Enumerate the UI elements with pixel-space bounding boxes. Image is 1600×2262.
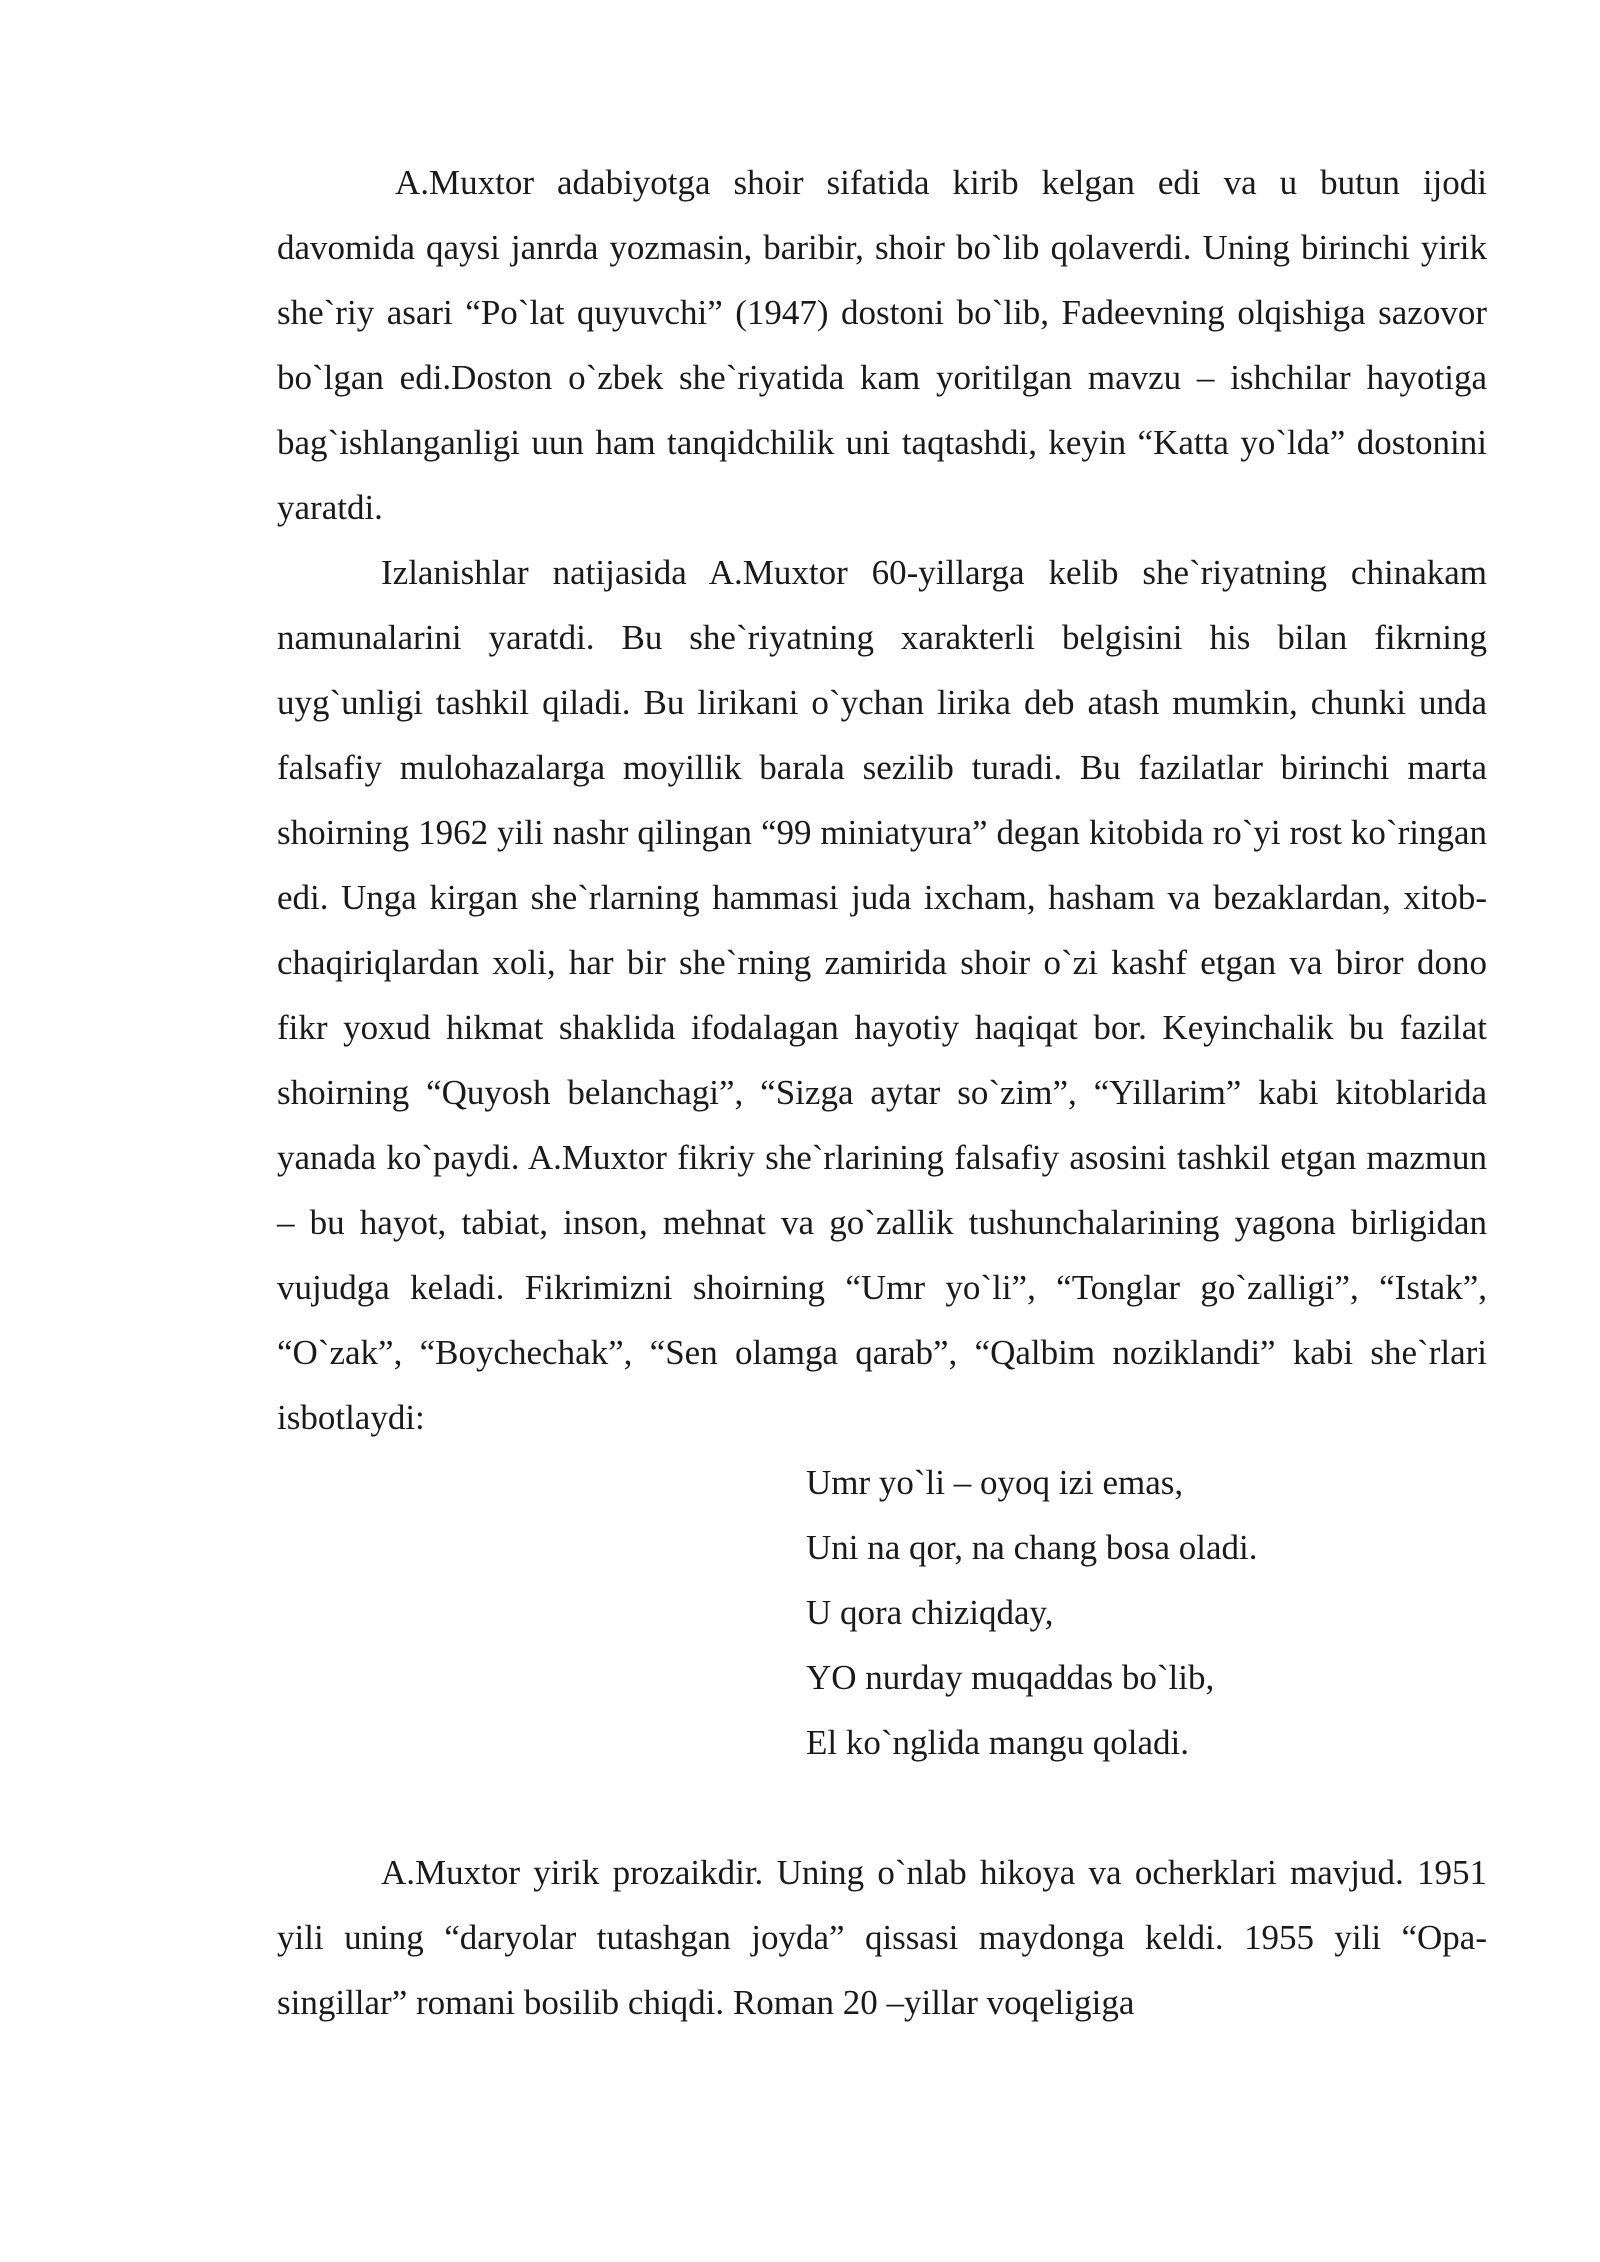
blank-line — [277, 1775, 1487, 1840]
poem-line-5: El ko`nglida mangu qoladi. — [806, 1723, 1189, 1762]
paragraph-2: Izlanishlar natijasida A.Muxtor 60-yillarga kelib she`riyatning chinakam namunalarini yaratdi. Bu she`riyatning xarakterli belgisini his bilan fikrning uyg`unligi tashkil qiladi. Bu lirikani o`ychan lirika deb atash mumkin, chunki unda falsafiy mulohazalarga moyillik barala sezilib turadi. Bu fazilatlar birinchi marta shoirning 1962 yili nashr qilingan “99 miniatyura” degan kitobida ro`yi rost ko`ringan edi. Unga kirgan she`rlarning hammasi juda ixcham, hasham va bezaklardan, xitob-chaqiriqlardan xoli, har bir she`rning zamirida shoir o`zi kashf etgan va biror dono fikr yoxud hikmat shaklida ifodalagan hayotiy haqiqat bor. Keyinchalik bu fazilat shoirning “Quyosh belanchagi”, “Sizga aytar so`zim”, “Yillarim” kabi kitoblarida yanada ko`paydi. A.Muxtor fikriy she`rlarining falsafiy asosini tashkil etgan mazmun – bu hayot, tabiat, inson, mehnat va go`zallik tushunchalarining yagona birligidan vujudga keladi. Fikrimizni shoirning “Umr yo`li”, “Tonglar go`zalligi”, “Istak”, “O`zak”, “Boychechak”, “Sen olamga qarab”, “Qalbim noziklandi” kabi she`rlari isbotlaydi: — [277, 553, 1487, 1437]
poem-quote — [806, 1450, 1487, 1775]
paragraph-3: A.Muxtor yirik prozaikdir. Uning o`nlab hikoya va ocherklari mavjud. 1951 yili uning “daryolar tutashgan joyda” qissasi maydonga keldi. 1955 yili “Opa-singillar” romani bosilib chiqdi. Roman 20 –yillar voqeligiga — [277, 1853, 1487, 2022]
paragraph-1: A.Muxtor adabiyotga shoir sifatida kirib kelgan edi va u butun ijodi davomida qaysi janrda yozmasin, baribir, shoir bo`lib qolaverdi. Uning birinchi yirik she`riy asari “Po`lat quyuvchi” (1947) dostoni bo`lib, Fadeevning olqishiga sazovor bo`lgan edi.Doston o`zbek she`riyatida kam yoritilgan mavzu – ishchilar hayotiga bag`ishlanganligi uun ham tanqidchilik uni taqtashdi, keyin “Katta yo`lda” dostonini yaratdi. — [277, 163, 1487, 527]
poem-line-3: U qora chiziqday, — [806, 1593, 1054, 1632]
poem-line-4: YO nurday muqaddas bo`lib, — [806, 1658, 1215, 1697]
poem-line-1: Umr yo`li – oyoq izi emas, — [806, 1463, 1184, 1502]
poem-line-2: Uni na qor, na chang bosa oladi. — [806, 1528, 1258, 1567]
document-body — [277, 150, 1487, 2035]
